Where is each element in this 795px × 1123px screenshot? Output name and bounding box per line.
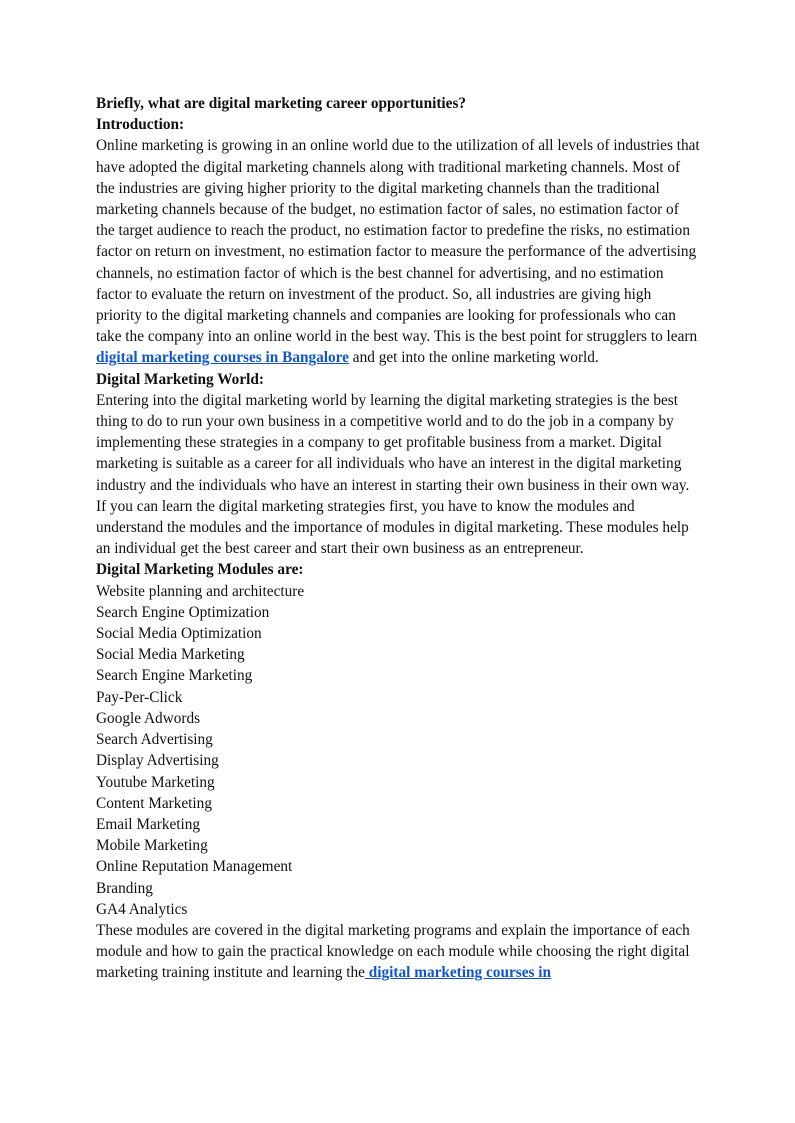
closing-courses-link[interactable]: digital marketing courses in xyxy=(364,964,552,982)
module-item: Search Engine Optimization xyxy=(96,603,270,621)
world-paragraph-2: If you can learn the digital marketing strategies first, you have to know the modules and understand the modules and the importance of modules in digital marketing. These modules help an individual get the best career and start their own business as an entrepreneur. xyxy=(96,497,689,558)
module-item: Branding xyxy=(96,879,153,897)
world-heading: Digital Marketing World: xyxy=(96,370,264,388)
modules-heading: Digital Marketing Modules are: xyxy=(96,561,304,579)
module-item: Youtube Marketing xyxy=(96,773,215,791)
module-item: Google Adwords xyxy=(96,709,201,727)
document-title: Briefly, what are digital marketing career opportunities? xyxy=(96,95,467,112)
module-item: Email Marketing xyxy=(96,815,201,833)
module-item: Social Media Marketing xyxy=(96,646,245,664)
intro-after-text: and get into the online marketing world. xyxy=(348,349,599,367)
module-item: Search Advertising xyxy=(96,731,213,749)
module-item: Search Engine Marketing xyxy=(96,667,253,685)
module-item: Social Media Optimization xyxy=(96,625,262,643)
intro-text: Online marketing is growing in an online world due to the utilization of all levels of industries that have adopted the digital marketing channels along with traditional marketing channels. Most of the industries are giving higher priority to the digital marketing channels than the traditional marketing channels because of the budget, no estimation factor of sales, no estimation factor of the target audience to reach the product, no estimation factor to predefine the risks, no estimation factor on return on investment, no estimation factor to measure the performance of the advertising channels, no estimation factor of which is the best channel for advertising, and no estimation factor to evaluate the return on investment of the product. So, all industries are giving high priority to the digital marketing channels and companies are looking for professionals who can take the company into an online world in the best way. This is the best point for strugglers to learn xyxy=(96,137,700,346)
intro-paragraph xyxy=(96,135,700,368)
document-page xyxy=(96,93,700,984)
module-item: GA4 Analytics xyxy=(96,900,188,918)
module-item: Pay-Per-Click xyxy=(96,688,183,706)
module-item: Mobile Marketing xyxy=(96,837,208,855)
module-item: Online Reputation Management xyxy=(96,858,293,876)
closing-paragraph xyxy=(96,920,700,984)
modules-list xyxy=(96,581,700,920)
module-item: Content Marketing xyxy=(96,794,212,812)
closing-text: These modules are covered in the digital marketing programs and explain the importance of each module and how to gain the practical knowledge on each module while choosing the right digital marketing training institute and learning the xyxy=(96,921,690,982)
module-item: Display Advertising xyxy=(96,752,219,770)
intro-heading: Introduction: xyxy=(96,116,185,134)
module-item: Website planning and architecture xyxy=(96,582,305,600)
world-paragraph-1: Entering into the digital marketing world by learning the digital marketing strategies is the best thing to do to run your own business in a competitive world and to do the job in a company by implementing these strategies in a company to get profitable business from a market. Digital marketing is suitable as a career for all individuals who have an interest in the digital marketing industry and the individuals who have an interest in starting their own business in their own way. xyxy=(96,391,690,494)
bangalore-courses-link[interactable]: digital marketing courses in Bangalore xyxy=(96,349,349,367)
